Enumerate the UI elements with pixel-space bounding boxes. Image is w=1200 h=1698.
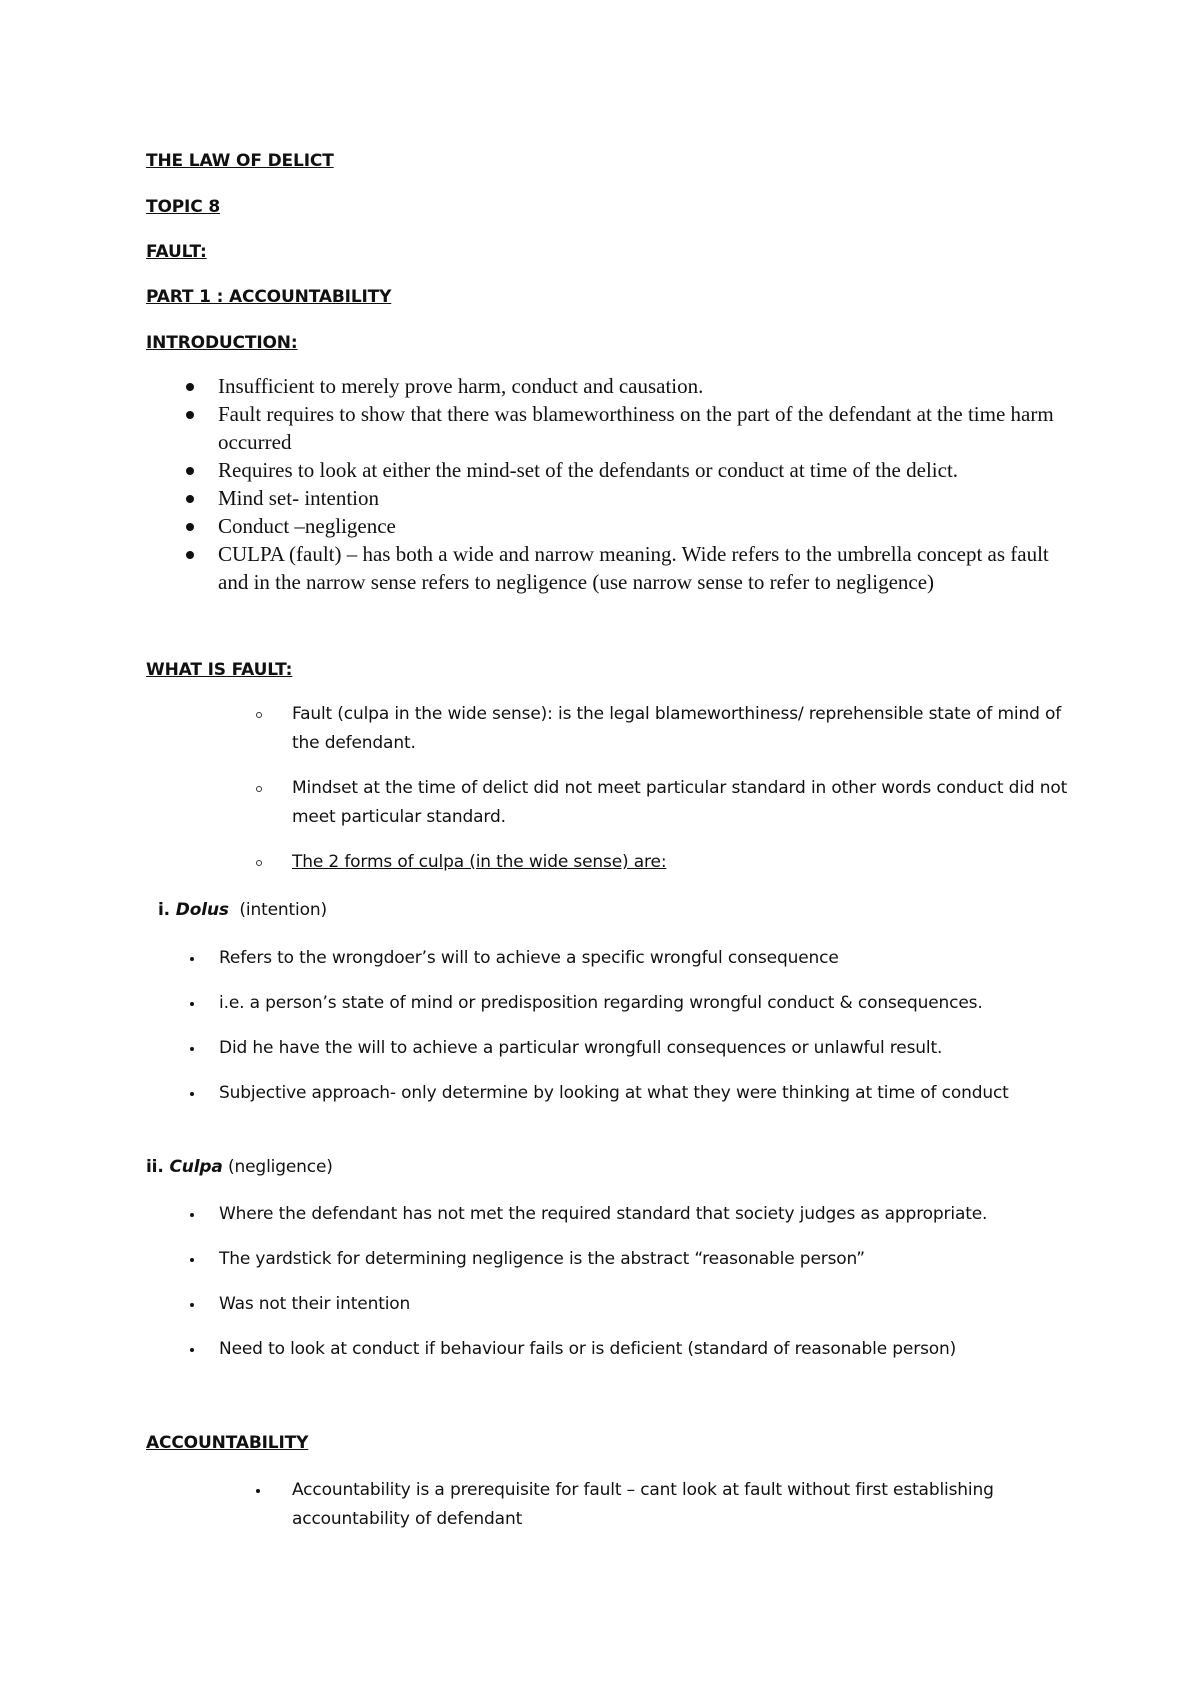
list-item: Fault (culpa in the wide sense): is the legal blameworthiness/ reprehensible state of mind of the defendant.: [252, 700, 1072, 758]
dolus-list: [186, 944, 1086, 1124]
accountability-heading: ACCOUNTABILITY: [146, 1433, 309, 1453]
list-item: Mindset at the time of delict did not meet particular standard in other words conduct did not meet particular standard.: [252, 774, 1072, 832]
culpa-subheading: [146, 1155, 333, 1179]
fault-heading: FAULT:: [146, 242, 207, 262]
list-item: Insufficient to merely prove harm, conduct and causation.: [182, 372, 1062, 400]
culpa-list: [186, 1200, 1086, 1380]
list-item: [252, 848, 1072, 877]
dolus-term: Dolus: [175, 900, 229, 920]
fault-list: [252, 700, 1072, 893]
list-item: Mind set- intention: [182, 484, 1062, 512]
culpa-gloss: (negligence): [228, 1157, 333, 1177]
list-item: Conduct –negligence: [182, 512, 1062, 540]
list-item: Need to look at conduct if behaviour fails or is deficient (standard of reasonable person): [186, 1335, 1086, 1364]
dolus-numeral: i.: [158, 900, 170, 920]
list-item: Where the defendant has not met the required standard that society judges as appropriate.: [186, 1200, 1086, 1229]
list-item: Subjective approach- only determine by looking at what they were thinking at time of conduct: [186, 1079, 1086, 1108]
forms-of-culpa-label: The 2 forms of culpa (in the wide sense) are:: [292, 852, 667, 872]
accountability-list: [252, 1476, 1082, 1550]
list-item: CULPA (fault) – has both a wide and narrow meaning. Wide refers to the umbrella concept as fault and in the narrow sense refers to negligence (use narrow sense to refer to negligence): [182, 540, 1062, 596]
list-item: The yardstick for determining negligence is the abstract “reasonable person”: [186, 1245, 1086, 1274]
list-item: Fault requires to show that there was blameworthiness on the part of the defendant at the time harm occurred: [182, 400, 1062, 456]
culpa-numeral: ii.: [146, 1157, 164, 1177]
introduction-list: [182, 372, 1062, 596]
list-item: Requires to look at either the mind-set of the defendants or conduct at time of the delict.: [182, 456, 1062, 484]
list-item: Refers to the wrongdoer’s will to achieve a specific wrongful consequence: [186, 944, 1086, 973]
topic-heading: TOPIC 8: [146, 197, 221, 217]
what-is-fault-heading: WHAT IS FAULT:: [146, 660, 293, 680]
introduction-heading: INTRODUCTION:: [146, 333, 298, 353]
list-item: i.e. a person’s state of mind or predisposition regarding wrongful conduct & consequences.: [186, 989, 1086, 1018]
document-title: THE LAW OF DELICT: [146, 151, 334, 171]
list-item: Did he have the will to achieve a particular wrongfull consequences or unlawful result.: [186, 1034, 1086, 1063]
culpa-term: Culpa: [169, 1157, 223, 1177]
dolus-subheading: [158, 898, 327, 922]
list-item: Accountability is a prerequisite for fault – cant look at fault without first establishing accountability of defendant: [252, 1476, 1082, 1534]
dolus-gloss: (intention): [239, 900, 327, 920]
part-heading: PART 1 : ACCOUNTABILITY: [146, 287, 392, 307]
list-item: Was not their intention: [186, 1290, 1086, 1319]
